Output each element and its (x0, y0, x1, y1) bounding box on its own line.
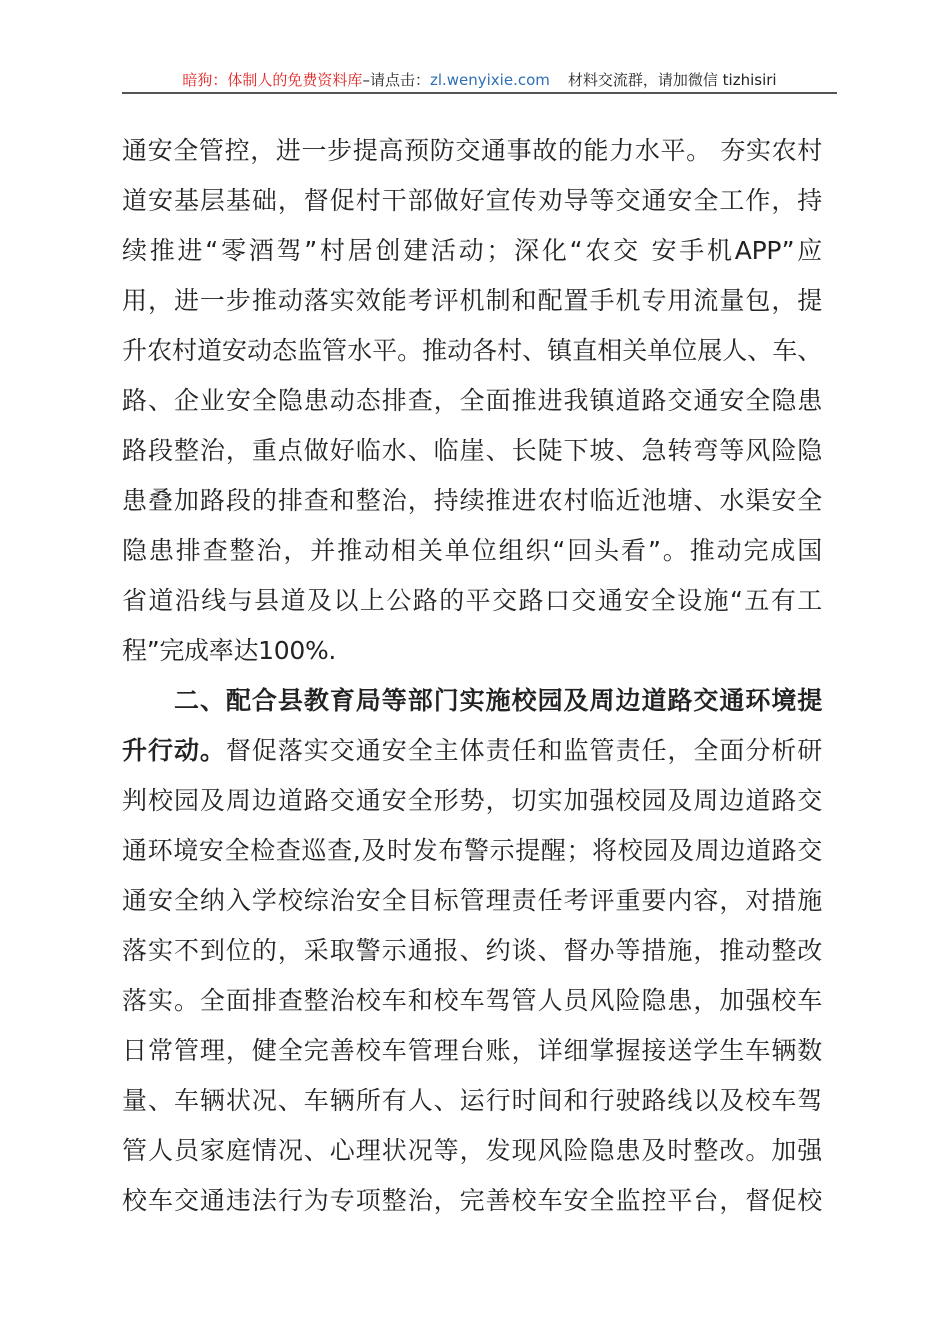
text-line: 隐患排查整治，并推动相关单位组织“回头看”。推动完成国 (122, 536, 822, 565)
text-line: 通环境安全检查巡查,及时发布警示提醒；将校园及周边道路交 (122, 836, 822, 865)
text-line: 落实。全面排查整治校车和校车驾管人员风险隐患，加强校车 (122, 986, 822, 1015)
document-body (122, 130, 822, 1230)
text-line: 日常管理，健全完善校车管理台账，详细掌握接送学生车辆数 (122, 1036, 822, 1065)
text-line: 路、企业安全隐患动态排查，全面推进我镇道路交通安全隐患 (122, 386, 822, 415)
header-brand: 暗狗：体制人的免费资料库 (182, 71, 363, 89)
paragraph-2 (122, 780, 822, 1230)
section-heading (122, 680, 822, 730)
text-line (122, 730, 822, 780)
text-line: 续推进“零酒驾”村居创建活动；深化“农交 安手机APP”应 (122, 236, 822, 265)
header-click-label: –请点击： (362, 71, 430, 89)
text-line: 路段整治，重点做好临水、临崖、长陡下坡、急转弯等风险隐 (122, 436, 822, 465)
text-line: 判校园及周边道路交通安全形势，切实加强校园及周边道路交 (122, 786, 822, 815)
text-line: 管人员家庭情况、心理状况等，发现风险隐患及时整改。加强 (122, 1136, 822, 1165)
text-line: 省道沿线与县道及以上公路的平交路口交通安全设施“五有工 (122, 586, 822, 615)
heading-text-end: 升行动。 (122, 736, 226, 765)
text-line: 校车交通违法行为专项整治，完善校车安全监控平台，督促校 (122, 1186, 822, 1215)
header-contact: 材料交流群，请加微信 tizhisiri (567, 71, 777, 89)
heading-text: 二、配合县教育局等部门实施校园及周边道路交通环境提 (174, 686, 822, 715)
text-line: 道安基层基础，督促村干部做好宣传劝导等交通安全工作，持 (122, 186, 822, 215)
paragraph-1 (122, 130, 822, 680)
text-line: 量、车辆状况、车辆所有人、运行时间和行驶路线以及校车驾 (122, 1086, 822, 1115)
text-line: 患叠加路段的排查和整治，持续推进农村临近池塘、水渠安全 (122, 486, 822, 515)
text-line: 通安全纳入学校综治安全目标管理责任考评重要内容，对措施 (122, 886, 822, 915)
text-line: 落实不到位的，采取警示通报、约谈、督办等措施，推动整改 (122, 936, 822, 965)
text-line: 程”完成率达100%. (122, 636, 337, 665)
text-line: 用，进一步推动落实效能考评机制和配置手机专用流量包，提 (122, 286, 822, 315)
text-line: 通安全管控，进一步提高预防交通事故的能力水平。 夯实农村 (122, 136, 822, 165)
header-link[interactable]: zl.wenyixie.com (429, 71, 550, 89)
page-header (122, 70, 837, 94)
text-span: 督促落实交通安全主体责任和监管责任，全面分析研 (225, 736, 822, 765)
text-line: 升农村道安动态监管水平。推动各村、镇直相关单位展人、车、 (122, 336, 822, 365)
